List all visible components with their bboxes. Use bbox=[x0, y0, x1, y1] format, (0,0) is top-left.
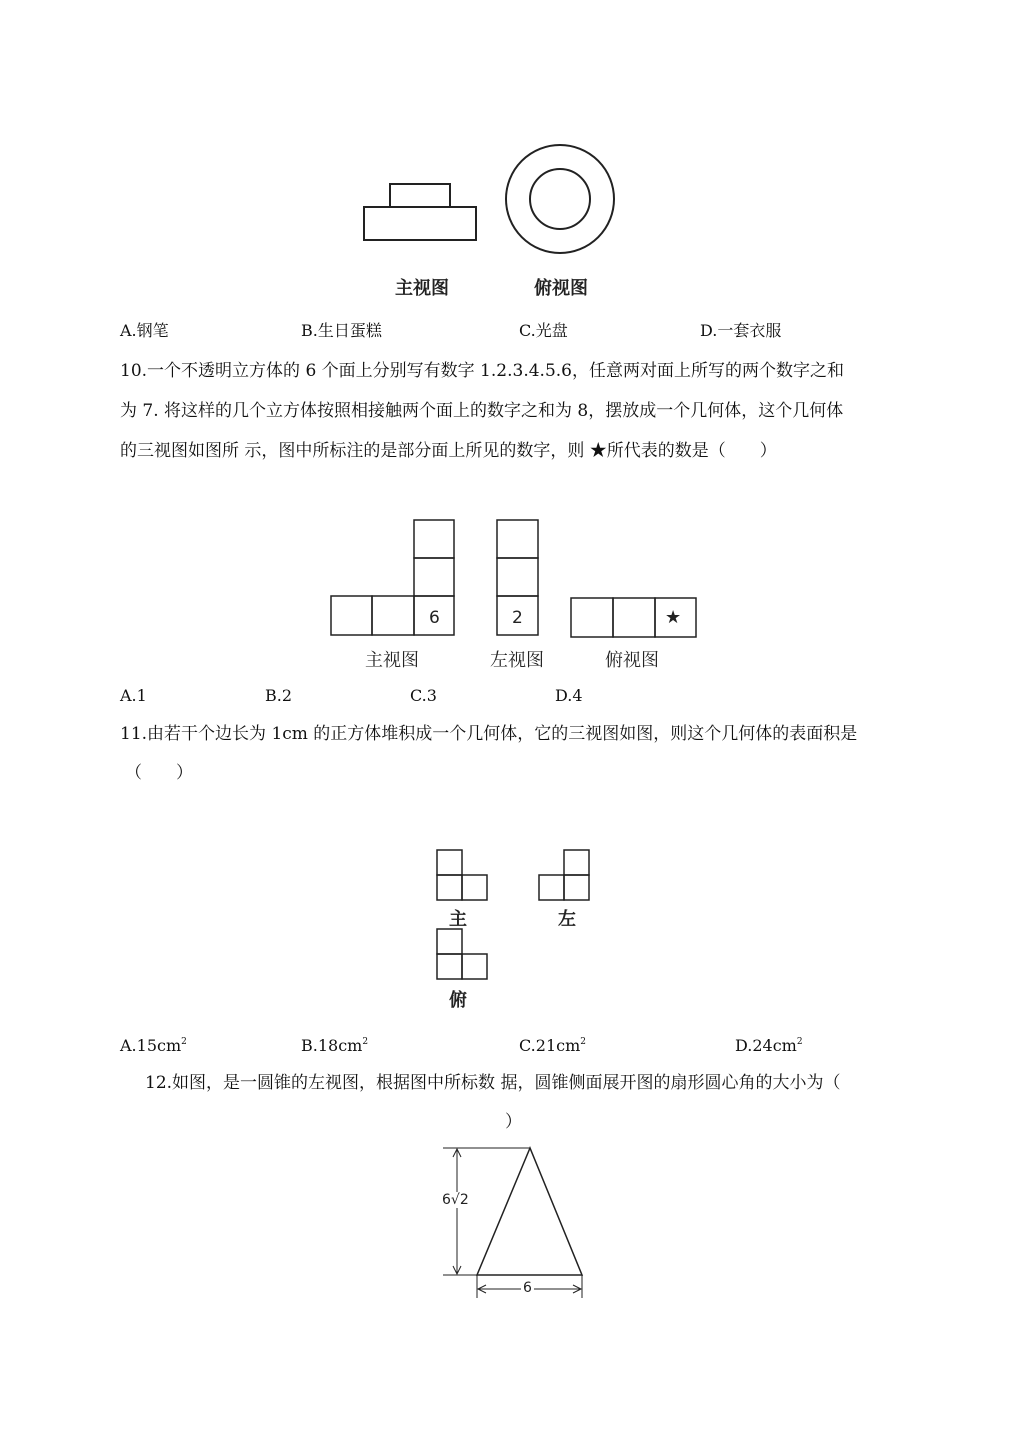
q12-text-line-1: 12.如图，是一圆锥的左视图，根据图中所标数 据，圆锥侧面展开图的扇形圆心角的大小为（ bbox=[145, 1073, 841, 1093]
q10-front-cell-number: 6 bbox=[429, 608, 440, 628]
q11-option-d: $D.24cm^2$ bbox=[735, 1036, 803, 1055]
q10-option-b: B.2 bbox=[265, 686, 293, 705]
q9-option-d: D.一套衣服 bbox=[700, 321, 782, 340]
q12-text-line-2: ） bbox=[505, 1112, 522, 1132]
q9-front-view-figure bbox=[360, 180, 480, 245]
q10-left-view-label: 左视图 bbox=[490, 650, 544, 671]
q12-height-label: 6√2 bbox=[442, 1192, 469, 1208]
q10-left-cell-number: 2 bbox=[512, 608, 523, 628]
q11-text-line-2: （ ） bbox=[125, 763, 193, 783]
q10-text-line-1: 10.一个不透明立方体的 6 个面上分别写有数字 1.2.3.4.5.6，任意两对面上所写的两个数字之和 bbox=[120, 361, 844, 381]
q10-front-view-label: 主视图 bbox=[365, 650, 419, 671]
q11-option-c: $C.21cm^2$ bbox=[519, 1036, 586, 1055]
q11-text-line-1: 11.由若干个边长为 1cm 的正方体堆积成一个几何体，它的三视图如图，则这个几何体的表面积是 bbox=[120, 724, 858, 744]
q11-option-a: $A.15cm^2$ bbox=[120, 1036, 187, 1055]
q10-text-line-2: 为 7. 将这样的几个立方体按照相接触两个面上的数字之和为 8，摆放成一个几何体，这个几何体 bbox=[120, 401, 844, 421]
q9-option-b: B.生日蛋糕 bbox=[301, 321, 382, 340]
q9-front-view-label: 主视图 bbox=[395, 278, 449, 299]
q10-option-c: C.3 bbox=[410, 686, 437, 705]
q9-option-a: A.钢笔 bbox=[120, 321, 169, 340]
q10-top-view-label: 俯视图 bbox=[605, 650, 659, 671]
q12-base-label: 6 bbox=[523, 1280, 532, 1296]
q9-top-view-figure bbox=[503, 142, 618, 257]
q11-left-view-label: 左 bbox=[558, 909, 576, 930]
q12-cone-left-view-figure bbox=[435, 1140, 595, 1300]
q9-top-view-label: 俯视图 bbox=[534, 278, 588, 299]
star-icon: ★ bbox=[665, 607, 682, 628]
q11-front-view-label: 主 bbox=[449, 909, 467, 930]
q11-top-view-label: 俯 bbox=[449, 990, 467, 1011]
q9-option-c: C.光盘 bbox=[519, 321, 568, 340]
q11-left-view-figure bbox=[538, 849, 592, 903]
q10-option-a: A.1 bbox=[120, 686, 147, 705]
q10-text-line-3: 的三视图如图所 示，图中所标注的是部分面上所见的数字，则 ★所代表的数是（ ） bbox=[120, 441, 777, 461]
q10-option-d: D.4 bbox=[555, 686, 583, 705]
q11-top-view-figure bbox=[436, 928, 490, 982]
q11-option-b: $B.18cm^2$ bbox=[301, 1036, 369, 1055]
q11-front-view-figure bbox=[436, 849, 490, 903]
